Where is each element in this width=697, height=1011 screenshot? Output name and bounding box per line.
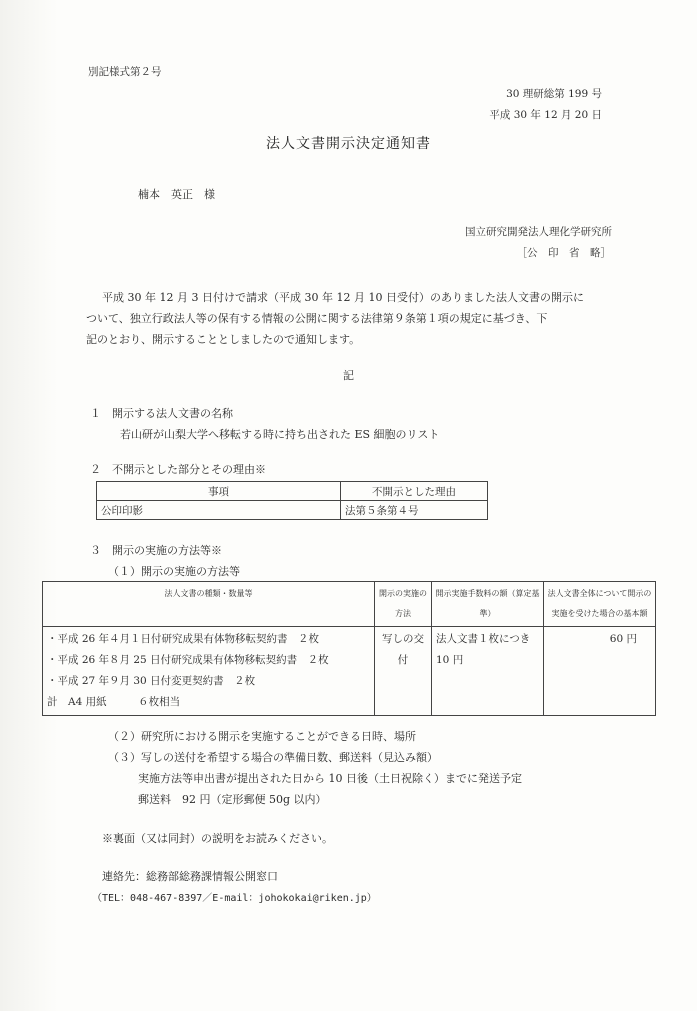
section3-sub1: （１）開示の実施の方法等: [108, 565, 240, 578]
section1-content: 若山研が山梨大学へ移転する時に持ち出された ES 細胞のリスト: [120, 428, 440, 441]
table-row: [97, 501, 488, 520]
table-cell: 公印印影: [97, 501, 341, 520]
list-item: 計 A4 用紙 ６枚相当: [47, 696, 181, 708]
doc-date: 平成 30 年 12 月 20 日: [489, 109, 602, 121]
doc-number: 30 理研総第 199 号: [506, 88, 602, 100]
table-cell: 法第５条第４号: [341, 501, 488, 520]
page-title: 法人文書開示決定通知書: [266, 136, 431, 152]
contact-label: 連絡先：総務部総務課情報公開窓口: [102, 870, 278, 883]
table-header: 不開示とした理由: [341, 482, 488, 501]
recipient: 楠本 英正 様: [138, 188, 215, 201]
ki-heading: 記: [343, 369, 354, 382]
body-line-3: 記のとおり、開示することとしましたので通知します。: [86, 333, 361, 346]
body-line-1: 平成 30 年 12 月 3 日付けで請求（平成 30 年 12 月 10 日受付）のありました法人文書の開示に: [102, 291, 584, 304]
section1-heading: １ 開示する法人文書の名称: [90, 407, 233, 420]
disclosure-method-table: [42, 581, 656, 716]
note: ※裏面（又は同封）の説明をお読みください。: [102, 832, 333, 845]
list-item: ・平成 27 年９月 30 日付変更契約書 ２枚: [47, 675, 256, 687]
table-row: [43, 627, 656, 716]
table-header-row: [97, 482, 488, 501]
fee-cell: 法人文書１枚につき 10 円: [432, 627, 544, 716]
nondisclosure-table: [96, 481, 488, 520]
table-header-row: [43, 582, 656, 627]
base-amount-cell: 60 円: [544, 627, 656, 716]
contact-tel-line: （TEL：048-467-8397／E-mail：johokokai@riken.jp）: [92, 893, 377, 904]
issuer: 国立研究開発法人理化学研究所: [465, 226, 612, 238]
form-label: 別記様式第２号: [88, 66, 162, 78]
table-header: 法人文書の種類・数量等: [43, 582, 375, 627]
table-header: 法人文書全体について開示の実施を受けた場合の基本額: [544, 582, 656, 627]
seal-note: ［公 印 省 略］: [516, 247, 611, 259]
section3-sub3: （３）写しの送付を希望する場合の準備日数、郵送料（見込み額）: [108, 751, 438, 764]
table-header: 開示の実施の方法: [375, 582, 432, 627]
list-item: ・平成 26 年４月１日付研究成果有体物移転契約書 ２枚: [47, 633, 320, 645]
method-cell: 写しの交付: [375, 627, 432, 716]
list-item: ・平成 26 年８月 25 日付研究成果有体物移転契約書 ２枚: [47, 654, 329, 666]
body-line-2: ついて、独立行政法人等の保有する情報の公開に関する法律第９条第１項の規定に基づき、下: [86, 312, 548, 325]
section3-sub3-line2: 郵送料 92 円（定形郵便 50g 以内）: [138, 793, 327, 806]
document-list-cell: [43, 627, 375, 716]
section3-sub2: （２）研究所における開示を実施することができる日時、場所: [108, 730, 416, 743]
section2-heading: ２ 不開示とした部分とその理由※: [90, 463, 266, 476]
section3-sub3-line1: 実施方法等申出書が提出された日から 10 日後（土日祝除く）までに発送予定: [138, 772, 522, 785]
table-header: 開示実施手数料の額（算定基準）: [432, 582, 544, 627]
section3-heading: ３ 開示の実施の方法等※: [90, 544, 222, 557]
table-header: 事項: [97, 482, 341, 501]
